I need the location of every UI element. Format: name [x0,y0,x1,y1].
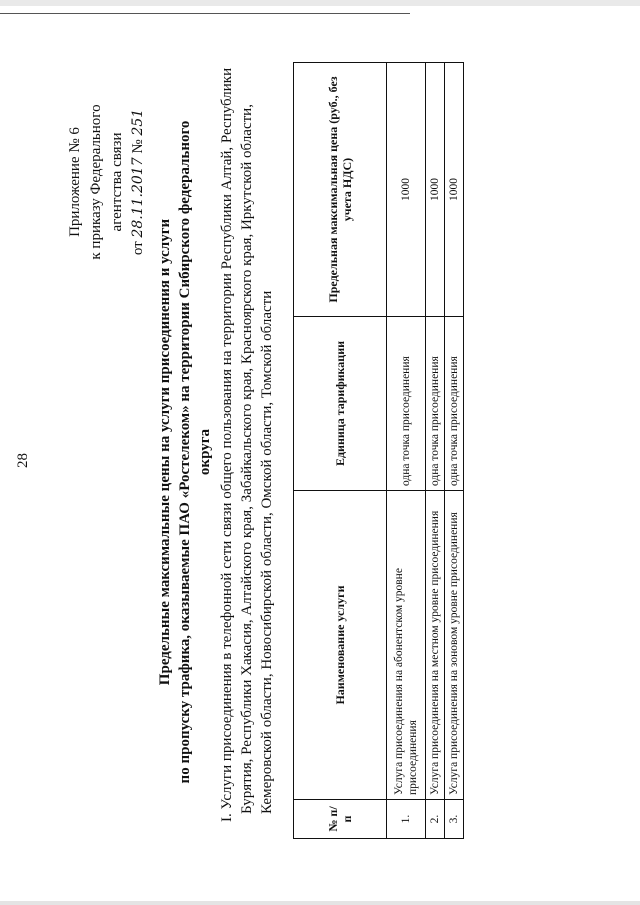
header-service-name: Наименование услуги [294,491,387,800]
appendix-line-4 [128,52,149,312]
row-tariff-unit: одна точка присоединения [426,317,445,491]
appendix-date-prefix: от [130,241,146,256]
header-tariff-unit: Единица тарификации [294,317,387,491]
table-row [445,63,464,839]
appendix-block [65,52,149,312]
row-num: 2. [426,800,445,839]
row-service-name: Услуга присоединения на местном уровне присоединения [426,491,445,800]
row-num: 3. [445,800,464,839]
header-max-price: Предельная максимальная цена (руб., без учета НДС) [294,63,387,317]
row-service-name: Услуга присоединения на зоновом уровне присоединения [445,491,464,800]
document-title [155,112,215,792]
scan-edge-top [0,0,640,6]
title-line-1: Предельные максимальные цены на услуги присоединения и услуги [157,218,173,686]
page-number: 28 [15,453,31,468]
appendix-line-2: к приказу Федерального [88,104,104,260]
handwritten-date: 28.11.2017 [130,157,146,238]
appendix-line-1: Приложение № 6 [67,127,83,237]
row-service-name: Услуга присоединения на абонентском уровне присоединения [387,491,426,800]
table-header-row [294,63,387,839]
table-row [387,63,426,839]
title-line-2: по пропуску трафика, оказываемые ПАО «Ростелеком» на территории Сибирского федерального округа [177,120,213,784]
header-num: № п/п [294,800,387,839]
row-num: 1. [387,800,426,839]
scan-edge-bottom [0,901,640,905]
tariff-table [293,62,464,839]
appendix-number-sign: № [130,139,146,154]
section-heading: I. Услуги присоединения в телефонной сети связи общего пользования на территории Республики Алтай, Республики Бурятия, Республики Хакасия, Алтайского края, Забайкальского края, Красноярского края, Иркутской области, Кемеровской области, Новосибирской области, Омской области, Томской области [219,67,275,822]
document-page [5,22,635,882]
row-price: 1000 [387,63,426,317]
handwritten-number: 251 [130,108,146,136]
scan-artifact-line [0,13,410,14]
row-tariff-unit: одна точка присоединения [445,317,464,491]
appendix-line-3: агентства связи [109,132,125,232]
row-price: 1000 [426,63,445,317]
row-tariff-unit: одна точка присоединения [387,317,426,491]
table-row [426,63,445,839]
row-price: 1000 [445,63,464,317]
